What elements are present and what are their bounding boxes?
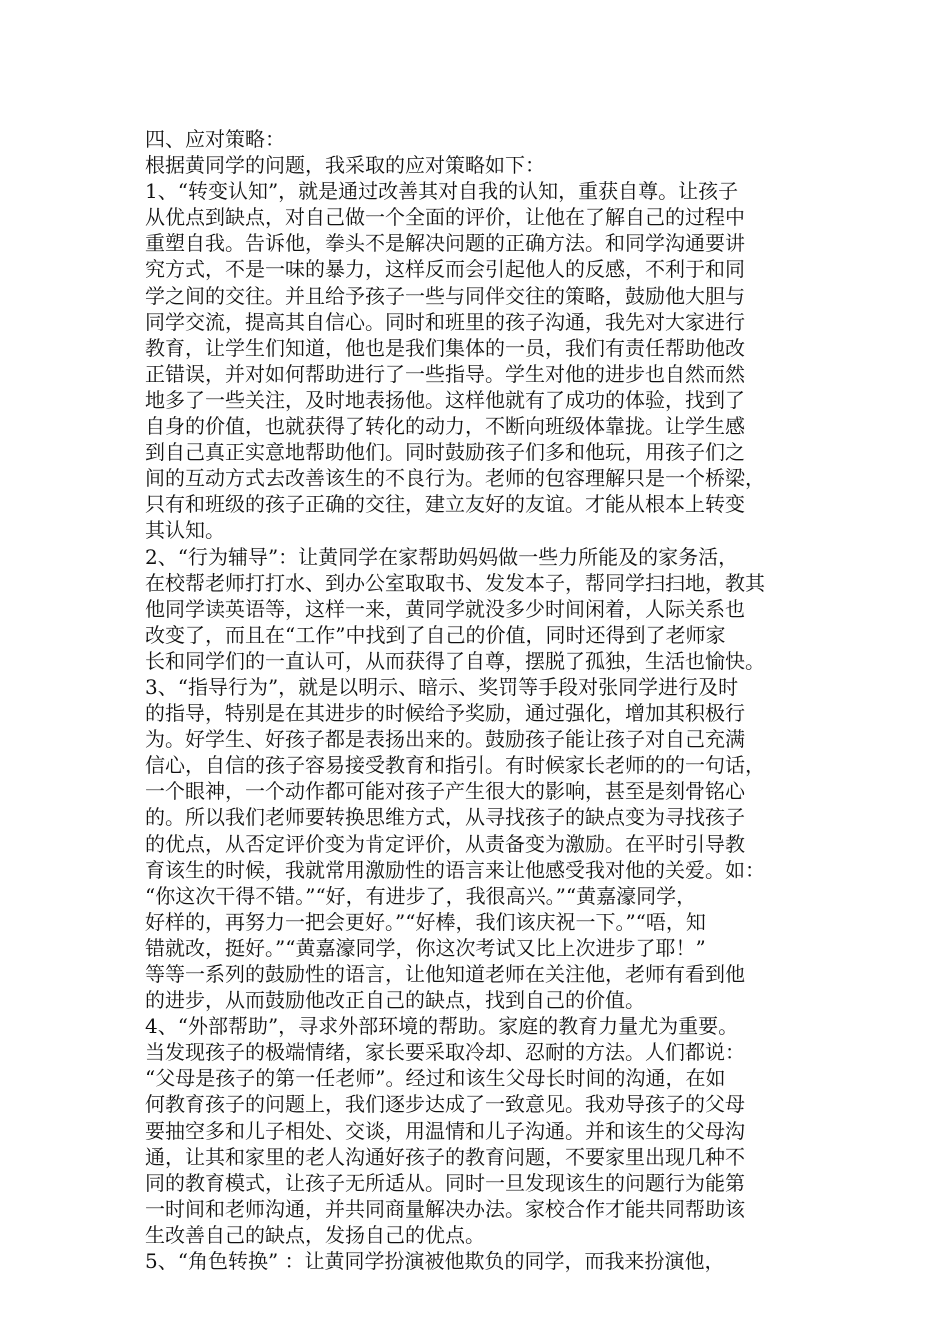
text-line: 同学交流，提高其自信心。同时和班里的孩子沟通，我先对大家进行 <box>145 309 745 334</box>
text-line: 信心，自信的孩子容易接受教育和指引。有时候家长老师的的一句话， <box>145 753 765 778</box>
text-line: 要抽空多和儿子相处、交谈，用温情和儿子沟通。并和该生的父母沟 <box>145 1118 745 1143</box>
text-line: 重塑自我。告诉他，拳头不是解决问题的正确方法。和同学沟通要讲 <box>145 231 745 256</box>
text-line: 他同学读英语等，这样一来，黄同学就没多少时间闲着，人际关系也 <box>145 596 745 621</box>
text-line: 通，让其和家里的老人沟通好孩子的教育问题，不要家里出现几种不 <box>145 1144 745 1169</box>
text-line: 地多了一些关注，及时地表扬他。这样他就有了成功的体验，找到了 <box>145 387 745 412</box>
text-line: 2、“行为辅导”：让黄同学在家帮助妈妈做一些力所能及的家务活， <box>145 544 739 569</box>
text-line: 间的互动方式去改善该生的不良行为。老师的包容理解只是一个桥梁， <box>145 466 765 491</box>
text-line: 育该生的时候，我就常用激励性的语言来让他感受我对他的关爱。如： <box>145 857 765 882</box>
text-line: 生改善自己的缺点，发扬自己的优点。 <box>145 1222 485 1247</box>
section-heading: 四、应对策略： <box>145 127 285 151</box>
text-line: 1、“转变认知”，就是通过改善其对自我的认知，重获自尊。让孩子 <box>145 179 739 204</box>
text-line: 的指导，特别是在其进步的时候给予奖励，通过强化，增加其积极行 <box>145 701 745 726</box>
document-body <box>145 126 835 1274</box>
text-line: 一时间和老师沟通，并共同商量解决办法。家校合作才能共同帮助该 <box>145 1196 745 1221</box>
text-line: 为。好学生、好孩子都是表扬出来的。鼓励孩子能让孩子对自己充满 <box>145 727 745 752</box>
text-line: 其认知。 <box>145 518 225 543</box>
text-line: “父母是孩子的第一任老师”。经过和该生父母长时间的沟通，在如 <box>145 1066 726 1091</box>
text-line: 好样的，再努力一把会更好。”“好棒，我们该庆祝一下。”“唔，知 <box>145 909 706 934</box>
text-line: 何教育孩子的问题上，我们逐步达成了一致意见。我劝导孩子的父母 <box>145 1092 745 1117</box>
text-line: 4、“外部帮助”，寻求外部环境的帮助。家庭的教育力量尤为重要。 <box>145 1014 739 1039</box>
text-line: 3、“指导行为”，就是以明示、暗示、奖罚等手段对张同学进行及时 <box>145 674 739 699</box>
text-line: 等等一系列的鼓励性的语言，让他知道老师在关注他，老师有看到他 <box>145 962 745 986</box>
text-line: 只有和班级的孩子正确的交往，建立友好的友谊。才能从根本上转变 <box>145 492 745 517</box>
text-line: 当发现孩子的极端情绪，家长要采取冷却、忍耐的方法。人们都说： <box>145 1040 745 1065</box>
text-line: 正错误，并对如何帮助进行了一些指导。学生对他的进步也自然而然 <box>145 361 745 386</box>
text-line: 5、“角色转换” ：让黄同学扮演被他欺负的同学，而我来扮演他， <box>145 1249 725 1274</box>
text-line: 在校帮老师打打水、到办公室取取书、发发本子，帮同学扫扫地，教其 <box>145 570 765 595</box>
text-line: 改变了，而且在“工作”中找到了自己的价值，同时还得到了老师家 <box>145 622 726 647</box>
text-line: 的。所以我们老师要转换思维方式，从寻找孩子的缺点变为寻找孩子 <box>145 805 745 830</box>
text-line: 长和同学们的一直认可，从而获得了自尊，摆脱了孤独，生活也愉快。 <box>145 648 765 673</box>
text-line: 的优点，从否定评价变为肯定评价，从责备变为激励。在平时引导教 <box>145 831 745 856</box>
text-line: “你这次干得不错。”“好，有进步了，我很高兴。”“黄嘉濠同学， <box>145 883 697 908</box>
text-line: 从优点到缺点，对自己做一个全面的评价，让他在了解自己的过程中 <box>145 205 745 230</box>
text-line: 一个眼神，一个动作都可能对孩子产生很大的影响，甚至是刻骨铭心 <box>145 779 745 804</box>
text-line: 同的教育模式，让孩子无所适从。同时一旦发现该生的问题行为能第 <box>145 1170 745 1195</box>
text-line: 究方式，不是一味的暴力，这样反而会引起他人的反感，不利于和同 <box>145 257 745 282</box>
text-line: 到自己真正实意地帮助他们。同时鼓励孩子们多和他玩，用孩子们之 <box>145 440 745 465</box>
text-line: 的进步，从而鼓励他改正自己的缺点，找到自己的价值。 <box>145 988 645 1013</box>
intro-line: 根据黄同学的问题，我采取的应对策略如下： <box>145 153 545 178</box>
text-line: 错就改，挺好。”“黄嘉濠同学，你这次考试又比上次进步了耶！” <box>145 935 706 960</box>
text-line: 自身的价值，也就获得了转化的动力，不断向班级体靠拢。让学生感 <box>145 414 745 439</box>
text-line: 学之间的交往。并且给予孩子一些与同伴交往的策略，鼓励他大胆与 <box>145 283 745 308</box>
text-line: 教育，让学生们知道，他也是我们集体的一员，我们有责任帮助他改 <box>145 335 745 360</box>
